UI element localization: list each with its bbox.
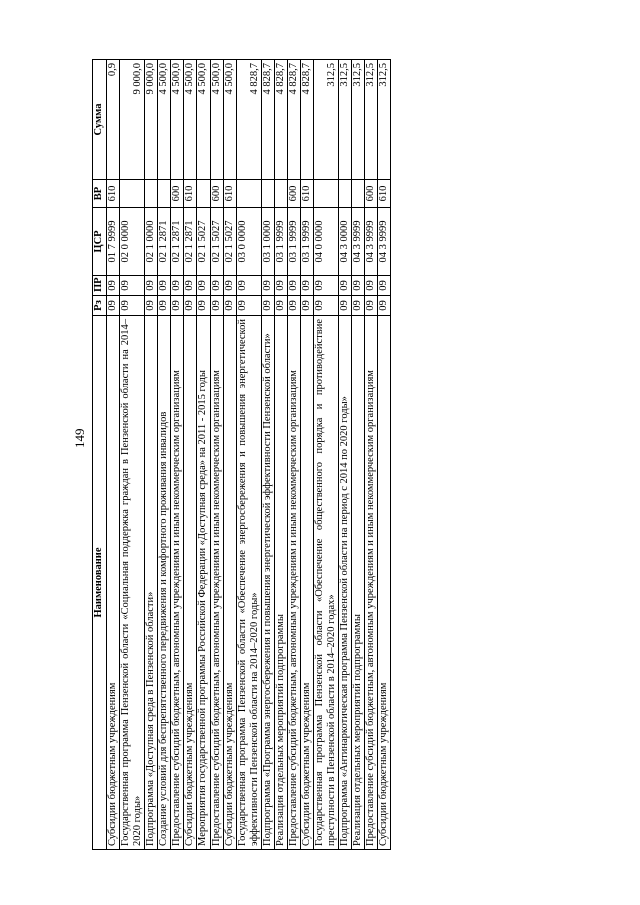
table-row	[300, 60, 313, 850]
page-number: 149	[72, 428, 87, 448]
row-vr	[197, 180, 210, 208]
row-pr: 09	[145, 276, 158, 296]
row-pr: 09	[287, 276, 300, 296]
table-row	[120, 60, 145, 850]
row-rz: 09	[274, 296, 287, 316]
row-csr: 04 3 0000	[339, 208, 352, 276]
row-vr: 610	[184, 180, 197, 208]
row-vr: 610	[107, 180, 120, 208]
row-pr: 09	[261, 276, 274, 296]
row-pr: 09	[274, 276, 287, 296]
row-name: Предоставление субсидий бюджетным, автономным учреждениям и иным некоммерческим организациям	[287, 316, 300, 850]
row-rz: 09	[107, 296, 120, 316]
row-sum: 4 500,0	[171, 60, 184, 180]
row-csr: 02 1 5027	[210, 208, 223, 276]
table-header-row	[93, 60, 107, 850]
row-pr: 09	[339, 276, 352, 296]
row-sum: 312,5	[378, 60, 391, 180]
row-vr: 610	[223, 180, 236, 208]
row-pr: 09	[223, 276, 236, 296]
row-csr: 02 0 0000	[120, 208, 145, 276]
row-name: Субсидии бюджетным учреждениям	[223, 316, 236, 850]
header-name: Наименование	[93, 316, 107, 850]
table-row	[365, 60, 378, 850]
table-row	[107, 60, 120, 850]
row-csr: 03 1 0000	[261, 208, 274, 276]
table-row	[184, 60, 197, 850]
row-sum: 0,9	[107, 60, 120, 180]
header-vr: ВР	[93, 180, 107, 208]
row-pr: 09	[120, 276, 145, 296]
row-sum: 312,5	[352, 60, 365, 180]
row-name: Реализация отдельных мероприятий подпрограммы	[274, 316, 287, 850]
row-vr	[352, 180, 365, 208]
budget-table	[92, 59, 391, 850]
row-vr	[261, 180, 274, 208]
row-pr: 09	[210, 276, 223, 296]
row-rz: 09	[352, 296, 365, 316]
row-pr: 09	[236, 276, 261, 296]
row-name: Подпрограмма «Антинаркотическая программа Пензенской области на период с 2014 по 2020 годы»	[339, 316, 352, 850]
row-csr: 03 1 9999	[287, 208, 300, 276]
row-name: Предоставление субсидий бюджетным, автономным учреждениям и иным некоммерческим организациям	[210, 316, 223, 850]
row-sum: 4 828,7	[300, 60, 313, 180]
row-name: Государственная программа Пензенской области «Социальная поддержка граждан в Пензенской области на 2014–2020 годы»	[120, 316, 145, 850]
row-pr: 09	[378, 276, 391, 296]
row-rz: 09	[339, 296, 352, 316]
table-row	[261, 60, 274, 850]
row-vr	[120, 180, 145, 208]
row-pr: 09	[300, 276, 313, 296]
row-sum: 9 000,0	[145, 60, 158, 180]
row-rz: 09	[287, 296, 300, 316]
row-csr: 02 1 2871	[171, 208, 184, 276]
row-rz: 09	[378, 296, 391, 316]
row-sum: 4 828,7	[274, 60, 287, 180]
row-rz: 09	[171, 296, 184, 316]
table-row	[236, 60, 261, 850]
row-csr: 02 1 5027	[223, 208, 236, 276]
table-row	[339, 60, 352, 850]
row-pr: 09	[365, 276, 378, 296]
row-vr	[236, 180, 261, 208]
row-rz: 09	[158, 296, 171, 316]
table-row	[145, 60, 158, 850]
row-vr: 600	[287, 180, 300, 208]
header-sum: Сумма	[93, 60, 107, 180]
row-pr: 09	[197, 276, 210, 296]
row-pr: 09	[352, 276, 365, 296]
row-vr: 600	[365, 180, 378, 208]
table-row	[352, 60, 365, 850]
table-row	[197, 60, 210, 850]
row-rz: 09	[223, 296, 236, 316]
row-csr: 04 3 9999	[352, 208, 365, 276]
row-rz: 09	[210, 296, 223, 316]
row-sum: 4 828,7	[236, 60, 261, 180]
row-vr: 610	[378, 180, 391, 208]
row-vr	[314, 180, 339, 208]
row-csr: 04 0 0000	[314, 208, 339, 276]
row-csr: 03 1 9999	[300, 208, 313, 276]
row-rz: 09	[184, 296, 197, 316]
row-name: Предоставление субсидий бюджетным, автономным учреждениям и иным некоммерческим организациям	[171, 316, 184, 850]
row-sum: 4 828,7	[261, 60, 274, 180]
row-pr: 09	[171, 276, 184, 296]
row-rz: 09	[145, 296, 158, 316]
row-vr	[339, 180, 352, 208]
row-csr: 02 1 2871	[184, 208, 197, 276]
row-sum: 4 828,7	[287, 60, 300, 180]
row-vr	[274, 180, 287, 208]
row-csr: 04 3 9999	[365, 208, 378, 276]
row-vr: 600	[210, 180, 223, 208]
row-vr: 600	[171, 180, 184, 208]
row-vr	[145, 180, 158, 208]
table-row	[287, 60, 300, 850]
row-rz: 09	[365, 296, 378, 316]
row-rz: 09	[314, 296, 339, 316]
table-row	[274, 60, 287, 850]
row-name: Подпрограмма «Доступная среда в Пензенской области»	[145, 316, 158, 850]
row-csr: 03 1 9999	[274, 208, 287, 276]
row-pr: 09	[158, 276, 171, 296]
table-row	[158, 60, 171, 850]
row-name: Субсидии бюджетным учреждениям	[300, 316, 313, 850]
row-rz: 09	[197, 296, 210, 316]
header-csr: ЦСР	[93, 208, 107, 276]
row-csr: 02 1 5027	[197, 208, 210, 276]
row-sum: 9 000,0	[120, 60, 145, 180]
row-pr: 09	[184, 276, 197, 296]
row-name: Создание условий для беспрепятственного передвижения и комфортного проживания инвалидов	[158, 316, 171, 850]
table-body	[107, 60, 391, 850]
row-name: Субсидии бюджетным учреждениям	[107, 316, 120, 850]
row-vr	[158, 180, 171, 208]
row-name: Предоставление субсидий бюджетным, автономным учреждениям и иным некоммерческим организациям	[365, 316, 378, 850]
row-name: Государственная программа Пензенской области «Обеспечение энергосбережения и повышения энергетической эффективности Пензенской области на 2014–2020 годы»	[236, 316, 261, 850]
row-pr: 09	[314, 276, 339, 296]
row-name: Мероприятия государственной программы Российской Федерации «Доступная среда» на 2011 - 2015 годы	[197, 316, 210, 850]
table-row	[378, 60, 391, 850]
row-name: Государственная программа Пензенской области «Обеспечение общественного порядка и противодействие преступности в Пензенской области в 2014–2020 годах»	[314, 316, 339, 850]
row-csr: 04 3 9999	[378, 208, 391, 276]
row-pr: 09	[107, 276, 120, 296]
row-rz: 09	[120, 296, 145, 316]
row-vr: 610	[300, 180, 313, 208]
row-sum: 4 500,0	[210, 60, 223, 180]
row-csr: 02 1 2871	[158, 208, 171, 276]
row-rz: 09	[261, 296, 274, 316]
row-sum: 312,5	[314, 60, 339, 180]
row-name: Субсидии бюджетным учреждениям	[184, 316, 197, 850]
table-row	[210, 60, 223, 850]
table-row	[223, 60, 236, 850]
row-csr: 03 0 0000	[236, 208, 261, 276]
row-name: Подпрограмма «Программа энергосбережения и повышения энергетической эффективности Пензенской области»	[261, 316, 274, 850]
row-name: Реализация отдельных мероприятий подпрограммы	[352, 316, 365, 850]
row-sum: 4 500,0	[184, 60, 197, 180]
budget-table-rotated	[92, 60, 537, 850]
table-row	[314, 60, 339, 850]
row-sum: 4 500,0	[158, 60, 171, 180]
row-sum: 4 500,0	[197, 60, 210, 180]
header-rz: Рз	[93, 296, 107, 316]
row-sum: 4 500,0	[223, 60, 236, 180]
row-sum: 312,5	[365, 60, 378, 180]
row-csr: 02 1 0000	[145, 208, 158, 276]
row-rz: 09	[236, 296, 261, 316]
row-name: Субсидии бюджетным учреждениям	[378, 316, 391, 850]
header-pr: ПР	[93, 276, 107, 296]
table-row	[171, 60, 184, 850]
row-csr: 01 7 9999	[107, 208, 120, 276]
row-sum: 312,5	[339, 60, 352, 180]
row-rz: 09	[300, 296, 313, 316]
